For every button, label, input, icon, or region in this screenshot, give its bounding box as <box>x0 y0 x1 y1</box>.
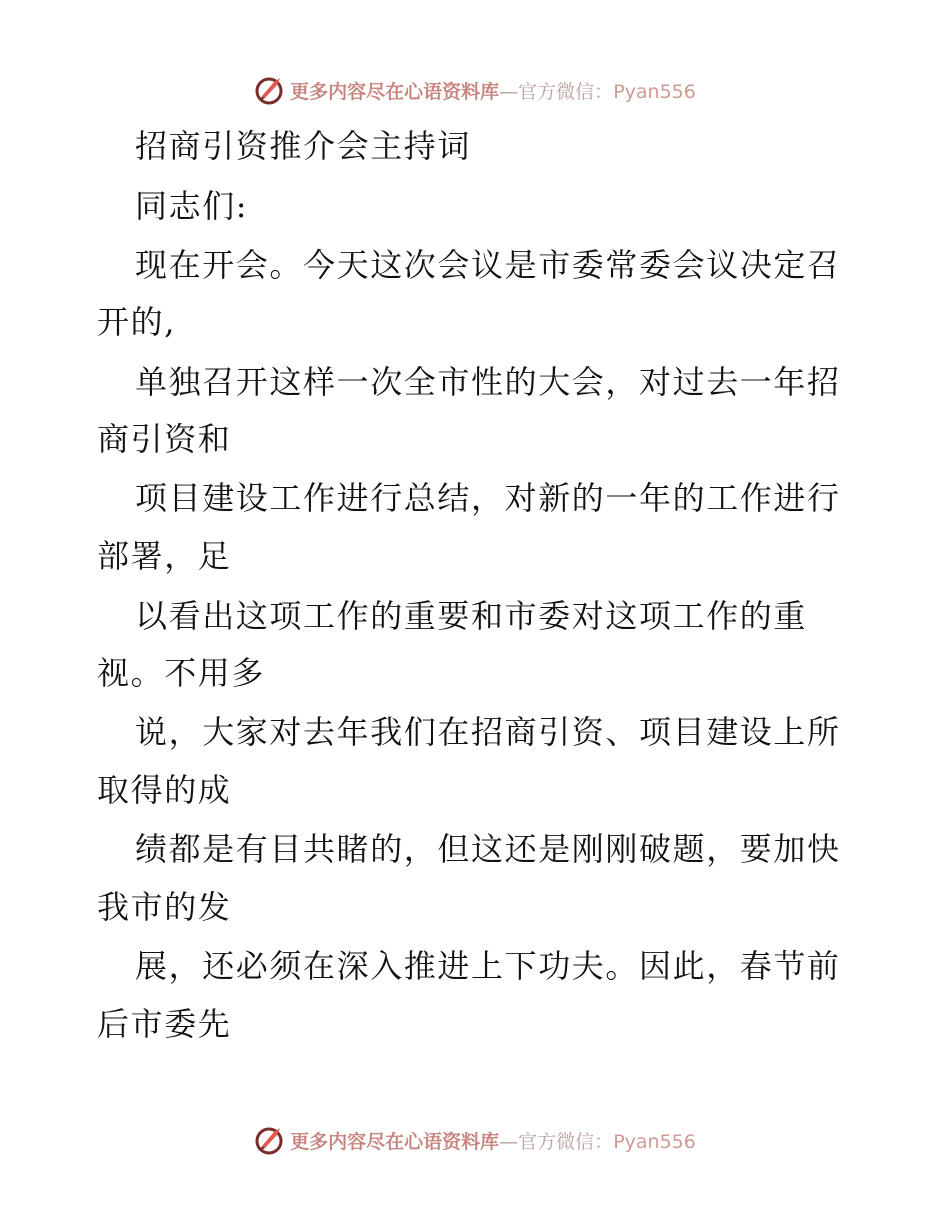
brand-text: 更多内容尽在心语资料库 <box>290 1130 500 1153</box>
paragraph-line: 后市委先 <box>97 1005 232 1043</box>
document-title: 招商引资推介会主持词 <box>135 127 472 165</box>
wechat-label: 官方微信： <box>518 80 614 103</box>
salutation: 同志们: <box>135 187 249 225</box>
paragraph-line: 取得的成 <box>97 771 232 809</box>
paragraph-line: 我市的发 <box>97 888 232 926</box>
paragraph-line: 视。不用多 <box>97 654 266 692</box>
paragraph-line: 单独召开这样一次全市性的大会，对过去一年招 <box>135 363 841 401</box>
separator: — <box>499 80 519 103</box>
header-watermark <box>0 70 950 110</box>
paragraph-line: 展，还必须在深入推进上下功夫。因此，春节前 <box>135 947 841 985</box>
footer-watermark <box>0 1120 950 1160</box>
paragraph-line: 说，大家对去年我们在招商引资、项目建设上所 <box>135 713 841 751</box>
paragraph-line: 开的, <box>97 303 176 341</box>
wechat-label: 官方微信： <box>518 1130 614 1153</box>
wechat-id: Pyan556 <box>613 1130 696 1153</box>
paragraph-line: 商引资和 <box>97 420 232 458</box>
separator: — <box>499 1130 519 1153</box>
brand-text: 更多内容尽在心语资料库 <box>290 80 500 103</box>
paragraph-line: 部署，足 <box>97 537 232 575</box>
paragraph-line: 现在开会。今天这次会议是市委常委会议决定召 <box>135 246 841 284</box>
pen-nib-logo-icon <box>254 74 286 106</box>
paragraph-line: 绩都是有目共睹的，但这还是刚刚破题，要加快 <box>135 830 841 868</box>
wechat-id: Pyan556 <box>613 80 696 103</box>
pen-nib-logo-icon <box>254 1124 286 1156</box>
paragraph-line: 项目建设工作进行总结，对新的一年的工作进行 <box>135 479 841 517</box>
paragraph-line: 以看出这项工作的重要和市委对这项工作的重 <box>135 597 808 635</box>
